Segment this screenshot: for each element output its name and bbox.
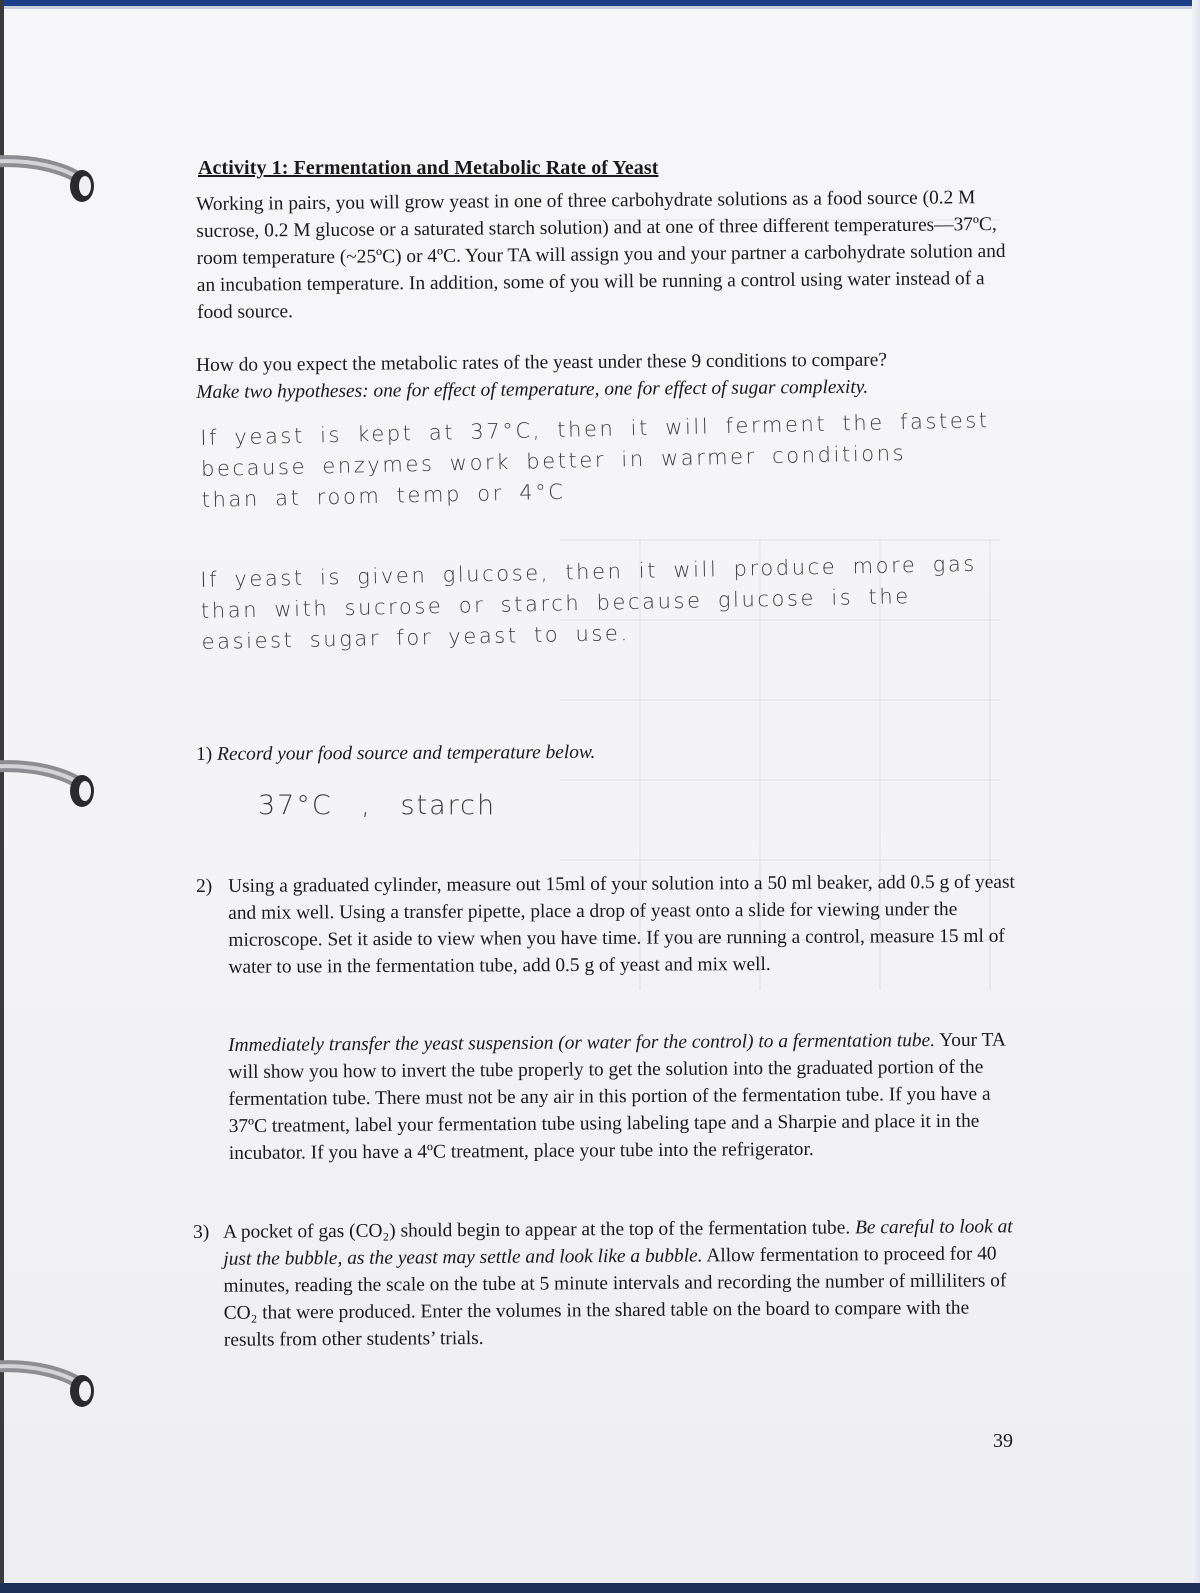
question-text: How do you expect the metabolic rates of the yeast under these 9 conditions to compare? [196, 349, 888, 376]
step-3-text-a: A pocket of gas (CO₂) should begin to appear at the top of the fermentation tube. [223, 1217, 851, 1243]
step-2-italic-text: Immediately transfer the yeast suspension (or water for the control) to a fermentation tube. [228, 1030, 936, 1056]
step-2-transfer-instructions [228, 1026, 1019, 1167]
hypothesis-prompt [196, 346, 1016, 406]
question-instruction: Make two hypotheses: one for effect of temperature, one for effect of sugar complexity. [196, 376, 869, 403]
intro-paragraph: Working in pairs, you will grow yeast in one of three carbohydrate solutions as a food source (0.2 M sucrose, 0.2 M glucose or a saturated starch solution) and at one of three different temperatures—37ºC, room temperature (~25ºC) or 4ºC. Your TA will assign you and your partner a carbohydrate solution and an incubation temperature. In addition, some of you will be running a control using water instead of a food source. [196, 187, 1006, 323]
handwritten-hypothesis-temperature: If yeast is kept at 37°C, then it will ferment the fastest because enzymes work better in warmer conditions than at room temp or 4°C [200, 408, 990, 512]
bottom-page-edge [0, 1583, 1200, 1593]
step-2-followup-text: Your TA will show you how to invert the tube properly to get the solution into the graduated portion of the fermentation tube. There must not be any air in this portion of the fermentation tube. If you have a 37ºC treatment, label your fermentation tube using labeling tape and a Sharpie and place it in the incubator. If you have a 4ºC treatment, place your tube into the refrigerator. [228, 1029, 1005, 1164]
handwritten-hypothesis-sugar: If yeast is given glucose, then it will produce more gas than with sucrose or starch because glucose is the easiest sugar for yeast to use. [200, 551, 978, 654]
step-1-number: 1) [196, 743, 213, 765]
step-2-number: 2) [196, 875, 213, 897]
binder-ring-middle-icon [0, 745, 110, 817]
step-3-body [223, 1213, 1014, 1354]
step-3-number: 3) [193, 1221, 210, 1243]
step-1-text: Record your food source and temperature below. [217, 741, 596, 765]
step-3-text-b: Allow fermentation to proceed for 40 minutes, reading the scale on the tube at 5 minute intervals and recording the number of milliliters of CO₂ that were produced. Enter the volumes in the shared table on the board to compare with the results from other students’ trials. [223, 1243, 1007, 1351]
binder-ring-bottom-icon [0, 1345, 110, 1417]
activity-heading: Activity 1: Fermentation and Metabolic Rate of Yeast [198, 157, 659, 179]
step-2-text: Using a graduated cylinder, measure out 15ml of your solution into a 50 ml beaker, add 0.5 g of yeast and mix well. Using a transfer pipette, place a drop of yeast onto a slide for viewing under the microscope. Set it aside to view when you have time. If you are running a control, measure 15 ml of water to use in the fermentation tube, add 0.5 g of yeast and mix well. [228, 871, 1015, 978]
top-page-edge-shadow [0, 6, 1200, 9]
page-number: 39 [993, 1430, 1013, 1452]
step-3-italic-text: Be careful to look at just the bubble, as the yeast may settle and look like a bubble. [223, 1216, 1013, 1270]
binder-ring-top-icon [0, 140, 110, 212]
step-3 [193, 1213, 1013, 1351]
step-1 [196, 739, 595, 768]
right-page-edge [1192, 0, 1200, 1593]
handwritten-answer-1: 37°C , starch [258, 790, 497, 821]
